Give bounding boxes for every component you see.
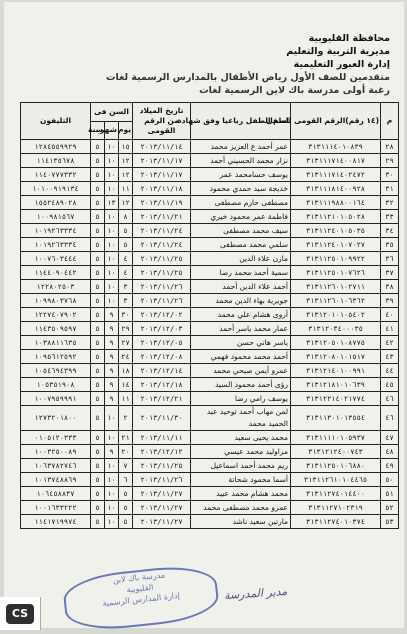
table-header	[21, 103, 399, 140]
age-day-cell: ١٢	[119, 196, 133, 210]
phone-cell: ١١٤١٧١٩٩٧٤	[21, 515, 91, 529]
age-month-cell: ٩	[105, 392, 119, 406]
age-day-cell: ٢	[119, 406, 133, 431]
phone-cell: ١٠٠٧٦٠٣٤٤٤	[21, 252, 91, 266]
row-num-cell: ٤٢	[381, 336, 399, 350]
age-day-cell: ٧	[119, 459, 133, 473]
child-name-cell: مراوليد محمد عيسي	[191, 445, 291, 459]
camscanner-icon: CS	[6, 604, 34, 624]
national-id-cell: ٣١٣١١٢٥٠١٠٧٦٢٦	[291, 266, 381, 280]
child-name-cell: يوسف رامي رضا	[191, 392, 291, 406]
birth-date-cell: ٢٠١٣/١١/٢٦	[133, 294, 191, 308]
birth-date-cell: ٢٠١٣/١١/١٤	[133, 140, 191, 154]
age-day-cell: ٤	[119, 266, 133, 280]
age-month-cell: ٩	[105, 350, 119, 364]
child-name-cell: أحمد محمد محمود فهمي	[191, 350, 291, 364]
national-id-cell: ٣١٣١١١٧١٤٠٢٤٧٢	[291, 168, 381, 182]
table-row	[21, 238, 399, 252]
age-year-cell: ٥	[91, 196, 105, 210]
age-day-cell: ١٤	[119, 378, 133, 392]
row-num-cell: ٣٧	[381, 266, 399, 280]
birth-date-cell: ٢٠١٣/١١/١٧	[133, 154, 191, 168]
age-month-cell: ١٠	[105, 252, 119, 266]
birth-date-cell: ٢٠١٣/١٢/٠٣	[133, 322, 191, 336]
col-name-header: اسم الطفل رباعيا وفق شهادة	[191, 103, 291, 140]
table-row	[21, 154, 399, 168]
birth-date-cell: ٢٠١٣/١٢/١٢	[133, 445, 191, 459]
child-name-cell: سلمي محمد مصطفى	[191, 238, 291, 252]
age-day-cell: ١٢	[119, 168, 133, 182]
child-name-cell: مصطفى حازم مصطفى	[191, 196, 291, 210]
row-num-cell: ٤٦	[381, 392, 399, 406]
row-num-cell: ٤٨	[381, 445, 399, 459]
table-row	[21, 252, 399, 266]
table-row	[21, 336, 399, 350]
birth-date-cell: ٢٠١٣/١١/٢٦	[133, 473, 191, 487]
title-line-2: رغبة أولى مدرسة باك لاين الرسمية لغات	[199, 85, 390, 96]
birth-date-cell: ٢٠١٣/١١/١٩	[133, 196, 191, 210]
age-year-cell: ٥	[91, 487, 105, 501]
phone-cell: ١١٤٤٠٩٠٤٤٢	[21, 266, 91, 280]
birth-date-cell: ٢٠١٣/١١/١٨	[133, 182, 191, 196]
row-num-cell: ٥٠	[381, 473, 399, 487]
child-name-cell: أروى هشام علي محمد	[191, 308, 291, 322]
phone-cell: ١٠٠٣٢٥٠٠٨٩	[21, 445, 91, 459]
col-dob-header: تاريخ الميلاد من الرقم القومى	[133, 103, 191, 140]
child-name-cell: يوسف حسامحمد عمر	[191, 168, 291, 182]
table-row	[21, 501, 399, 515]
principal-signature: مدير المدرسة	[223, 584, 288, 603]
birth-date-cell: ٢٠١٣/١٢/٠٥	[133, 336, 191, 350]
national-id-cell: ٣١٣١١٣٠١٠١٣٥٥٤	[291, 406, 381, 431]
national-id-cell: ٣١٣١٢٢١٤٠٢١٧٧٤	[291, 392, 381, 406]
document-header	[106, 32, 390, 97]
age-day-cell: ٥	[119, 501, 133, 515]
national-id-cell: ٣١٣١٢١٤٠١٠٠٩٩١	[291, 364, 381, 378]
age-month-cell: ١٠	[105, 473, 119, 487]
age-month-cell: ١٠	[105, 487, 119, 501]
age-day-cell: ٥	[119, 224, 133, 238]
age-year-cell: ٥	[91, 406, 105, 431]
age-month-cell: ٩	[105, 308, 119, 322]
age-month-cell: ١٠	[105, 210, 119, 224]
row-num-cell: ٥٣	[381, 515, 399, 529]
age-month-cell: ٩	[105, 364, 119, 378]
table-body	[21, 140, 399, 529]
birth-date-cell: ٢٠١٣/١١/٢٥	[133, 459, 191, 473]
child-name-cell: محمد يحيى سعيد	[191, 431, 291, 445]
row-num-cell: ٣٤	[381, 224, 399, 238]
age-year-cell: ٥	[91, 280, 105, 294]
table-row	[21, 294, 399, 308]
national-id-cell: ٣١٣١٢٠١٠١٠٥٤٠٢	[291, 308, 381, 322]
col-year-header: سنة	[91, 121, 105, 140]
child-name-cell: سمية أحمد محمد رضا	[191, 266, 291, 280]
child-name-cell: مازن علاء الدين	[191, 252, 291, 266]
age-year-cell: ٥	[91, 364, 105, 378]
row-num-cell: ٣٠	[381, 168, 399, 182]
national-id-cell: ٣١٣١١٢٤٠١٠٥٠٣٥	[291, 224, 381, 238]
national-id-cell: ٣١٣١١٢٦٠١٠٢٧١١	[291, 280, 381, 294]
stamp-line-3: إدارة المدارس الرسمية	[102, 590, 181, 609]
table-row	[21, 308, 399, 322]
phone-cell: ١٢٧٣٢٠١٨٠٠	[21, 406, 91, 431]
col-age-header: السن فى	[91, 103, 133, 122]
row-num-cell: ٤٤	[381, 364, 399, 378]
child-name-cell: عمرو أيمن صبحي محمد	[191, 364, 291, 378]
row-num-cell: ٣٦	[381, 252, 399, 266]
directorate-label: مديرية التربية والتعليم	[286, 46, 390, 57]
scanner-badge	[0, 597, 41, 630]
phone-cell: ١٠٦٣٧٨٢٧٤٦	[21, 459, 91, 473]
table-row	[21, 280, 399, 294]
age-month-cell: ٩	[105, 322, 119, 336]
row-num-cell: ٤٧	[381, 431, 399, 445]
table-row	[21, 350, 399, 364]
table-row	[21, 140, 399, 154]
national-id-cell: ٣١٣١١٢٤٠١٠٧٠٢٧	[291, 238, 381, 252]
document-page	[4, 2, 404, 628]
birth-date-cell: ٢٠١٣/١١/٢٧	[133, 515, 191, 529]
row-num-cell: ٤٠	[381, 308, 399, 322]
national-id-cell: ٣١٣١١٢٧١٠٢٣١٩	[291, 501, 381, 515]
age-day-cell: ٣٠	[119, 308, 133, 322]
row-num-cell: ٤٥	[381, 378, 399, 392]
national-id-cell: ٣١٣١١١٤٠١٠٨٣٩	[291, 140, 381, 154]
birth-date-cell: ٢٠١٣/١٢/٠٨	[133, 350, 191, 364]
col-phone-header: التليفون	[21, 103, 91, 140]
age-year-cell: ٥	[91, 431, 105, 445]
table-row	[21, 182, 399, 196]
table-row	[21, 459, 399, 473]
phone-cell: ١٠٥٤٦٩٤٣٩٩	[21, 364, 91, 378]
row-num-cell: ٥١	[381, 487, 399, 501]
phone-cell: ١٢٢٨٠٢٥٠٣	[21, 280, 91, 294]
row-num-cell: ٤٩	[381, 459, 399, 473]
national-id-cell: ٣١٣١١٢٥٠١٠٦٨٨٠	[291, 459, 381, 473]
age-day-cell: ٢٠	[119, 445, 133, 459]
birth-date-cell: ٢٠١٣/١١/٢٤	[133, 224, 191, 238]
phone-cell: ١٢٨٤٥٥٩٩٢٩	[21, 140, 91, 154]
phone-cell: ١٠٦٤٥٨٨٣٧	[21, 487, 91, 501]
age-year-cell: ٥	[91, 154, 105, 168]
table-row	[21, 168, 399, 182]
age-month-cell: ١٠	[105, 406, 119, 431]
phone-cell: ١٠٠٧٩٥٩٩٩١	[21, 392, 91, 406]
age-day-cell: ١٢	[119, 154, 133, 168]
age-year-cell: ٥	[91, 308, 105, 322]
national-id-cell: ٣١٣١١١١٠١٠٥٩٣٧	[291, 431, 381, 445]
table-row	[21, 515, 399, 529]
row-num-cell: ٢٩	[381, 154, 399, 168]
table-row	[21, 322, 399, 336]
age-month-cell: ١٠	[105, 501, 119, 515]
age-year-cell: ٥	[91, 322, 105, 336]
table-row	[21, 378, 399, 392]
table-row	[21, 487, 399, 501]
age-month-cell: ١٠	[105, 515, 119, 529]
phone-cell: ١٠٩٩٨٠٣٧٦٨	[21, 294, 91, 308]
age-month-cell: ١٠	[105, 431, 119, 445]
age-day-cell: ٥	[119, 487, 133, 501]
table-row	[21, 196, 399, 210]
age-day-cell: ١١	[119, 182, 133, 196]
age-month-cell: ١٠	[105, 154, 119, 168]
col-month-header: شهر	[105, 121, 119, 140]
age-year-cell: ٥	[91, 168, 105, 182]
age-day-cell: ٢٩	[119, 322, 133, 336]
child-name-cell: رؤى أحمد محمود السيد	[191, 378, 291, 392]
row-num-cell: ٣٣	[381, 210, 399, 224]
age-month-cell: ١٠	[105, 140, 119, 154]
row-num-cell: ٣٢	[381, 196, 399, 210]
birth-date-cell: ٢٠١٣/١٢/١٨	[133, 378, 191, 392]
age-day-cell: ٥	[119, 238, 133, 252]
child-name-cell: سيف محمد مصطفى	[191, 224, 291, 238]
age-month-cell: ٩	[105, 336, 119, 350]
national-id-cell: ٣١٣١١٢٧٤٠١٤٤٠٠	[291, 487, 381, 501]
applicants-table	[20, 102, 399, 529]
governorate-label: محافظة القليوبية	[308, 33, 390, 44]
child-name-cell: أسما محمود شحاتة	[191, 473, 291, 487]
table-row	[21, 431, 399, 445]
age-day-cell: ٣	[119, 280, 133, 294]
child-name-cell: عمار محمد ياسر أحمد	[191, 322, 291, 336]
age-year-cell: ٥	[91, 473, 105, 487]
age-month-cell: ١٣	[105, 196, 119, 210]
birth-date-cell: ٢٠١٣/١٢/٠٢	[133, 308, 191, 322]
col-num-header: م	[381, 103, 399, 140]
age-year-cell: ٥	[91, 336, 105, 350]
national-id-cell: ٣١٣١١١٧١٤٠٠٨١٧	[291, 154, 381, 168]
phone-cell: ١١٤٣٥٠٩٥٩٧	[21, 322, 91, 336]
birth-date-cell: ٢٠١٣/١١/٢٧	[133, 501, 191, 515]
age-day-cell: ٥	[119, 515, 133, 529]
age-year-cell: ٥	[91, 210, 105, 224]
col-id-header: (١٤ رقم)الرقم القومى للطفل	[291, 103, 381, 140]
national-id-cell: ٣١٣١١٢٥٠١٠٩٩٢٢	[291, 252, 381, 266]
table-row	[21, 210, 399, 224]
age-year-cell: ٥	[91, 445, 105, 459]
age-year-cell: ٥	[91, 238, 105, 252]
row-num-cell: ٣٥	[381, 238, 399, 252]
table-row	[21, 406, 399, 431]
school-stamp	[61, 562, 220, 634]
age-month-cell: ١٠	[105, 224, 119, 238]
birth-date-cell: ٢٠١٣/١١/٢٦	[133, 280, 191, 294]
phone-cell: ١٠٣٨٨١١٦٣٥	[21, 336, 91, 350]
phone-cell: ١٥٥٢٤٨٩٠٢٨	[21, 196, 91, 210]
national-id-cell: ٣١٣١٢٠٣٤٠٠٠٣٥	[291, 322, 381, 336]
age-month-cell: ٩	[105, 445, 119, 459]
national-id-cell: ٣١٣١١٢٧٤٠١٠٣٧٤	[291, 515, 381, 529]
child-name-cell: لمن مهاب أحمد توحيد عبد الحميد محمد	[191, 406, 291, 431]
child-name-cell: نزار محمد الحسيني أحمد	[191, 154, 291, 168]
age-year-cell: ٥	[91, 378, 105, 392]
table-row	[21, 266, 399, 280]
phone-cell: ١٠٠٩٨١٥٦٧	[21, 210, 91, 224]
child-name-cell: جويرية بهاء الدين محمد	[191, 294, 291, 308]
row-num-cell: ٣٩	[381, 294, 399, 308]
national-id-cell: ٣١٣١١١٨١٤٠٠٩٢٨	[291, 182, 381, 196]
phone-cell: ١٠١٣٧٤٨٨٦٩	[21, 473, 91, 487]
age-year-cell: ٥	[91, 224, 105, 238]
phone-cell: ١٢٢٧٤٠٧٩٠٢	[21, 308, 91, 322]
table-row	[21, 364, 399, 378]
age-year-cell: ٥	[91, 140, 105, 154]
age-year-cell: ٥	[91, 294, 105, 308]
phone-cell: ١١٤٠٧٧٧٣٣٢	[21, 168, 91, 182]
age-month-cell: ١٠	[105, 238, 119, 252]
age-day-cell: ١٥	[119, 140, 133, 154]
age-year-cell: ٥	[91, 182, 105, 196]
row-num-cell: ٣١	[381, 182, 399, 196]
age-month-cell: ١٠	[105, 168, 119, 182]
national-id-cell: ٣١٣١١١٩٨٨٠٠١٦٤	[291, 196, 381, 210]
age-year-cell: ٥	[91, 266, 105, 280]
age-day-cell: ٦	[119, 473, 133, 487]
national-id-cell: ٣١٣١١٢١٠١٠٥٠٢٨	[291, 210, 381, 224]
birth-date-cell: ٢٠١٣/١١/٢١	[133, 210, 191, 224]
phone-cell: ١٠٠١٦٣٣٢٢٢	[21, 501, 91, 515]
age-year-cell: ٥	[91, 501, 105, 515]
title-line-1: متقدمين للصف الأول رياض الأطفال بالمدارس الرسمية لغات	[106, 72, 390, 83]
birth-date-cell: ٢٠١٣/١١/٢٤	[133, 238, 191, 252]
child-name-cell: خديجة سيد حمدي محمود	[191, 182, 291, 196]
age-month-cell: ١٠	[105, 266, 119, 280]
age-month-cell: ٩	[105, 378, 119, 392]
birth-date-cell: ٢٠١٣/١١/٢٥	[133, 252, 191, 266]
phone-cell: ٠١٠٥١٢٠٣٣٣	[21, 431, 91, 445]
child-name-cell: فاطمة عمر محمود خيري	[191, 210, 291, 224]
phone-cell: ١٠١٩٢٦٣٣٣٤	[21, 238, 91, 252]
age-day-cell: ٢٤	[119, 350, 133, 364]
child-name-cell: أحمد علاء الدين أحمد	[191, 280, 291, 294]
row-num-cell: ٤٦	[381, 406, 399, 431]
child-name-cell: ياسر هاني حسن	[191, 336, 291, 350]
phone-cell: ١٠١٩٢٦٣٣٣٤	[21, 224, 91, 238]
table-row	[21, 392, 399, 406]
age-year-cell: ٥	[91, 459, 105, 473]
child-name-cell: عمر أحمد ع العزيز محمد	[191, 140, 291, 154]
birth-date-cell: ٢٠١٣/١٢/٢١	[133, 392, 191, 406]
age-day-cell: ٢١	[119, 431, 133, 445]
phone-cell: ١٠٥٣٥١٩٠٨	[21, 378, 91, 392]
stamp-line-1: مدرسة باك لاين	[112, 570, 166, 585]
age-year-cell: ٥	[91, 252, 105, 266]
child-name-cell: عمرو محمد مصطفى محمد	[191, 501, 291, 515]
table-row	[21, 224, 399, 238]
age-month-cell: ١٠	[105, 280, 119, 294]
table-row	[21, 445, 399, 459]
birth-date-cell: ٢٠١٣/١١/١١	[133, 431, 191, 445]
age-year-cell: ٥	[91, 515, 105, 529]
national-id-cell: ٣١٣١٢١٢٤٠٠٧٤٣	[291, 445, 381, 459]
age-day-cell: ١١	[119, 392, 133, 406]
stamp-line-2: القليوبية	[126, 582, 154, 595]
row-num-cell: ٥٢	[381, 501, 399, 515]
child-name-cell: ريم محمد أحمد اسماعيل	[191, 459, 291, 473]
national-id-cell: ٣١٣١٢١٨١٠١٠٦٣٩	[291, 378, 381, 392]
row-num-cell: ٤٣	[381, 350, 399, 364]
age-day-cell: ١٨	[119, 364, 133, 378]
child-name-cell: مارتين سعيد ناشد	[191, 515, 291, 529]
phone-cell: ١٠١٠٠٩١٩١٣٤	[21, 182, 91, 196]
age-day-cell: ٤	[119, 252, 133, 266]
table-row	[21, 473, 399, 487]
col-day-header: يوم	[119, 121, 133, 140]
national-id-cell: ٣١٣١٢٠٨٠١٠١٥١٧	[291, 350, 381, 364]
phone-cell: ١١٤١٣٥٦٧٨	[21, 154, 91, 168]
age-month-cell: ١٠	[105, 459, 119, 473]
national-id-cell: ٣١٣١٢٠٥٠١٠٨٧٧٥	[291, 336, 381, 350]
row-num-cell: ٢٨	[381, 140, 399, 154]
phone-cell: ١٠٩٥٦١٢٥٩٢	[21, 350, 91, 364]
national-id-cell: ٣١٣١١٢٦٠١٠٦٣٦٢	[291, 294, 381, 308]
row-num-cell: ٣٨	[381, 280, 399, 294]
birth-date-cell: ٢٠١٣/١١/٢٥	[133, 266, 191, 280]
age-day-cell: ٨	[119, 210, 133, 224]
age-month-cell: ١٠	[105, 294, 119, 308]
birth-date-cell: ٢٠١٣/١٢/١٤	[133, 364, 191, 378]
birth-date-cell: ٢٠١٣/١١/٢٧	[133, 487, 191, 501]
age-year-cell: ٥	[91, 392, 105, 406]
birth-date-cell: ٢٠١٣/١١/١٧	[133, 168, 191, 182]
child-name-cell: محمد هشام محمد عبيد	[191, 487, 291, 501]
administration-label: إدارة العبور التعليمية	[293, 59, 390, 70]
national-id-cell: ٣١٣١١٢٦١٠١٠٤٤٦٥	[291, 473, 381, 487]
age-day-cell: ٢٧	[119, 336, 133, 350]
age-day-cell: ٣	[119, 294, 133, 308]
birth-date-cell: ٢٠١٣/١١/٣٠	[133, 406, 191, 431]
row-num-cell: ٤١	[381, 322, 399, 336]
age-month-cell: ١٠	[105, 182, 119, 196]
age-year-cell: ٥	[91, 350, 105, 364]
